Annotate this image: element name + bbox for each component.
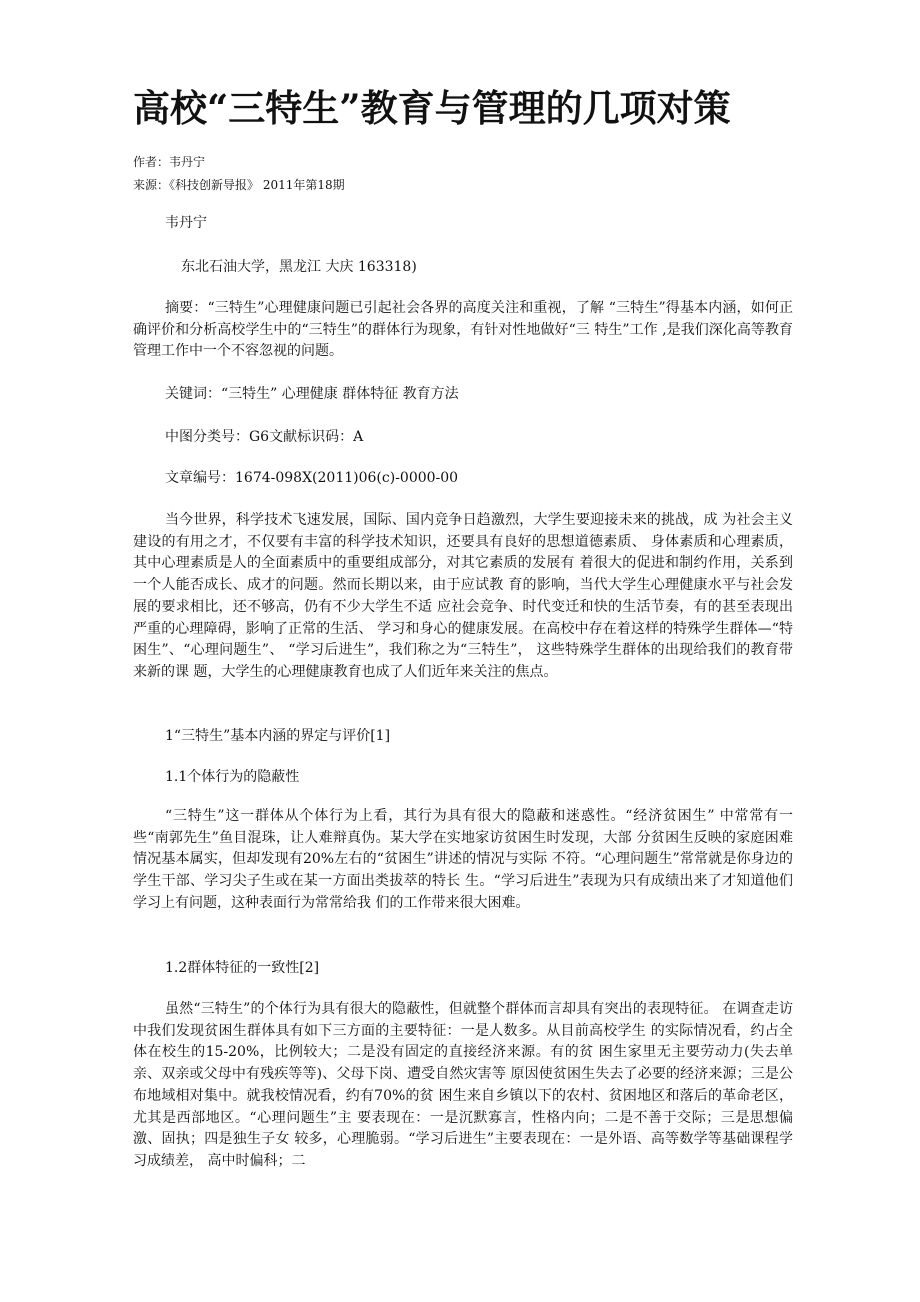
article-number-line: 文章编号：1674-098X(2011)06(c)-0000-00: [165, 470, 459, 486]
keywords-line: 关键词：“三特生” 心理健康 群体特征 教育方法: [165, 386, 459, 402]
classification-line: 中图分类号：G6文献标识码：A: [165, 429, 364, 445]
article-title: 高校“三特生”教育与管理的几项对策: [133, 86, 731, 130]
section-1-1-paragraph: “三特生”这一群体从个体行为上看，其行为具有很大的隐蔽和迷惑性。“经济贫困生” 中常常有一些“南郭先生”鱼目混珠，让人难辩真伪。某大学在实地家访贫困生时发现，大部 分贫困生反映的家庭困难情况基本属实，但却发现有20%左右的“贫困生”讲述的情况与实际 不符。“心理问题生”常常就是你身边的学生干部、学习尖子生或在某一方面出类拔萃的特长 生。“学习后进生”表现为只有成绩出来了才知道他们学习上有问题，这种表面行为常常给我 们的工作带来很大困难。: [133, 808, 793, 911]
affiliation: 东北石油大学，黑龙江 大庆 163318): [181, 259, 417, 275]
intro-paragraph: 当今世界，科学技术飞速发展，国际、国内竞争日趋激烈，大学生要迎接未来的挑战，成 为社会主义建设的有用之才，不仅要有丰富的科学技术知识，还要具有良好的思想道德素质、 身体素质和心理素质，其中心理素质是人的全面素质中的重要组成部分，对其它素质的发展有 着很大的促进和制约作用，关系到一个人能否成长、成才的问题。然而长期以来，由于应试教 育的影响，当代大学生心理健康水平与社会发展的要求相比，还不够高，仍有不少大学生不适 应社会竞争、时代变迁和快的生活节奏，有的甚至表现出严重的心理障碍，影响了正常的生活、 学习和身心的健康发展。在高校中存在着这样的特殊学生群体—“特困生”、“心理问题生”、 “学习后进生”，我们称之为“三特生”， 这些特殊学生群体的出现给我们的教育带来新的课 题，大学生的心理健康教育也成了人们近年来关注的焦点。: [133, 512, 793, 680]
author-line: 作者：韦丹宁: [133, 155, 206, 169]
author-name: 韦丹宁: [165, 215, 207, 231]
section-1-2-paragraph: 虽然“三特生”的个体行为具有很大的隐蔽性，但就整个群体而言却具有突出的表现特征。 在调查走访中我们发现贫困生群体具有如下三方面的主要特征：一是人数多。从目前高校学生 的实际情况看，约占全体在校生的15-20%，比例较大；二是没有固定的直接经济来源。有的贫 困生家里无主要劳动力(失去单亲、双亲或父母中有残疾等等)、父母下岗、遭受自然灾害等 原因使贫困生失去了必要的经济来源；三是公布地域相对集中。就我校情况看，约有70%的贫 困生来自乡镇以下的农村、贫困地区和落后的革命老区，尤其是西部地区。“心理问题生”主 要表现在：一是沉默寡言，性格内向；二是不善于交际；三是思想偏激、固执；四是独生子女 较多，心理脆弱。“学习后进生”主要表现在：一是外语、高等数学等基础课程学习成绩差， 高中时偏科；二: [133, 1001, 793, 1169]
abstract-paragraph: 摘要：“三特生”心理健康问题已引起社会各界的高度关注和重视，了解 “三特生”得基本内涵，如何正确评价和分析高校学生中的“三特生”的群体行为现象，有针对性地做好“三 特生”工作 ,是我们深化高等教育管理工作中一个不容忽视的问题。: [133, 300, 793, 360]
section-1-2-heading: 1.2群体特征的一致性[2]: [165, 960, 320, 976]
section-1-1-heading: 1.1个体行为的隐蔽性: [165, 769, 300, 785]
source-line: 来源：《科技创新导报》 2011年第18期: [133, 178, 345, 192]
section-1-heading: 1“三特生”基本内涵的界定与评价[1]: [165, 728, 391, 744]
